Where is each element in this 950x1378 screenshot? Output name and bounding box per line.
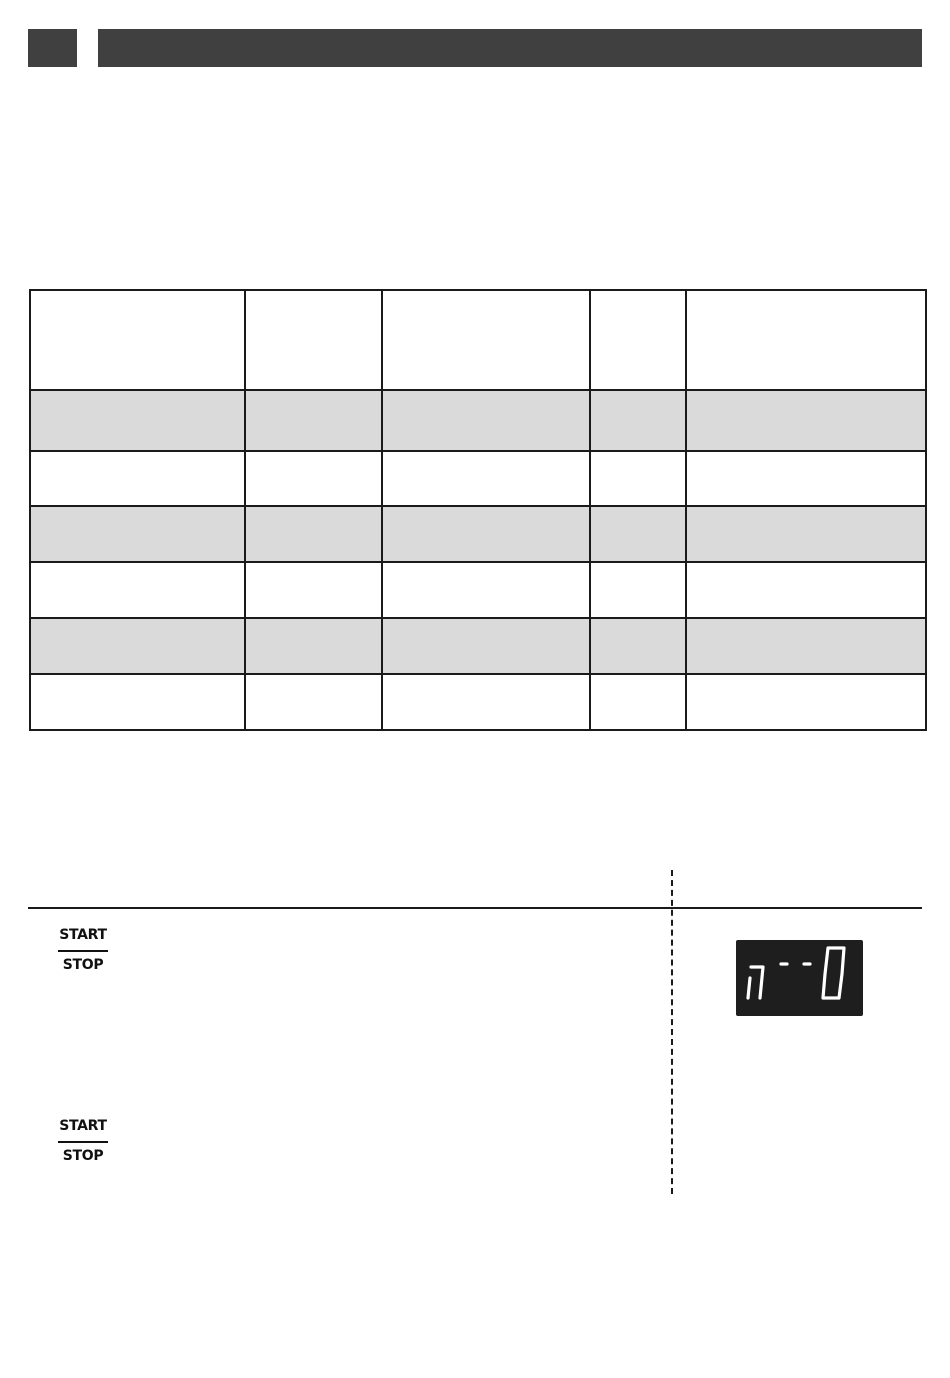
table-cell — [245, 618, 382, 674]
stop-label: STOP — [62, 956, 104, 973]
table-row — [30, 618, 926, 674]
title-bar — [98, 29, 922, 67]
table-header-cell — [30, 290, 245, 390]
table-header-row — [30, 290, 926, 390]
table-cell — [590, 618, 686, 674]
table-cell — [686, 618, 926, 674]
table-header-cell — [245, 290, 382, 390]
table-cell — [590, 451, 686, 506]
table-row — [30, 674, 926, 730]
table-cell — [30, 562, 245, 618]
digital-display — [736, 940, 863, 1016]
table-cell — [382, 674, 590, 730]
start-stop-key[interactable] — [57, 927, 109, 974]
table-cell — [382, 390, 590, 451]
start-label: START — [59, 927, 107, 943]
table-cell — [382, 618, 590, 674]
table-header-cell — [382, 290, 590, 390]
table-cell — [245, 506, 382, 562]
table-cell — [30, 674, 245, 730]
table-cell — [30, 618, 245, 674]
table-cell — [686, 674, 926, 730]
table-row — [30, 451, 926, 506]
table-row — [30, 390, 926, 451]
table-cell — [590, 390, 686, 451]
table-cell — [245, 562, 382, 618]
table-cell — [590, 674, 686, 730]
table-cell — [245, 451, 382, 506]
column-divider-dashed — [671, 870, 673, 1194]
table-cell — [590, 562, 686, 618]
page-number-box — [28, 29, 77, 67]
cooking-table — [29, 289, 927, 731]
table-cell — [686, 506, 926, 562]
table-cell — [30, 390, 245, 451]
table-row — [30, 506, 926, 562]
table-cell — [590, 506, 686, 562]
key-divider — [58, 1141, 108, 1143]
table-cell — [30, 506, 245, 562]
table-cell — [382, 506, 590, 562]
table-row — [30, 562, 926, 618]
segment-char-n — [748, 967, 763, 998]
table-cell — [30, 451, 245, 506]
table-header-cell — [590, 290, 686, 390]
table-cell — [686, 390, 926, 451]
start-stop-key[interactable] — [57, 1118, 109, 1165]
table-cell — [686, 562, 926, 618]
table-cell — [382, 562, 590, 618]
table-cell — [686, 451, 926, 506]
stop-label: STOP — [62, 1147, 104, 1164]
key-divider — [58, 950, 108, 952]
table-cell — [382, 451, 590, 506]
section-rule — [28, 907, 922, 909]
table-cell — [245, 674, 382, 730]
segment-char-zero — [823, 948, 844, 998]
table-cell — [245, 390, 382, 451]
table-header-cell — [686, 290, 926, 390]
display-segments — [736, 940, 863, 1016]
start-label: START — [59, 1118, 107, 1134]
